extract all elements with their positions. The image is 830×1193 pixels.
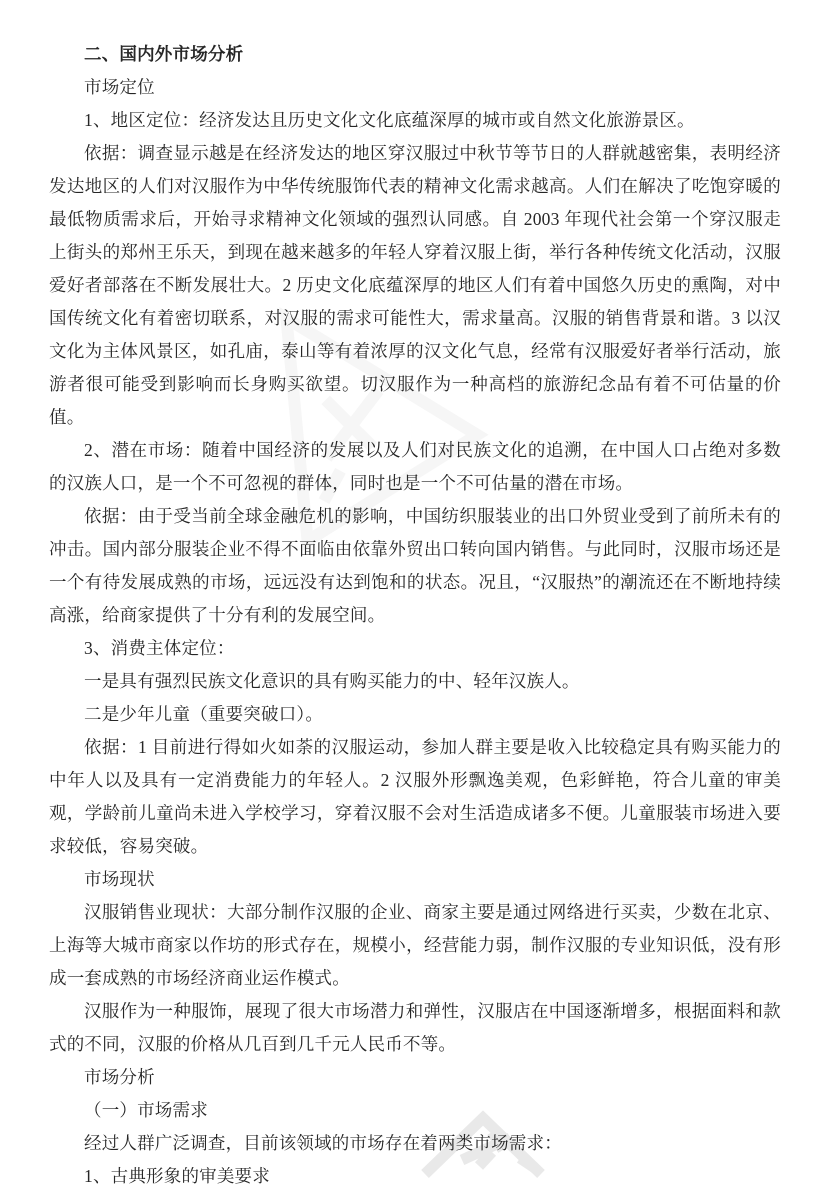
paragraph-market-potential: 汉服作为一种服饰，展现了很大市场潜力和弹性，汉服店在中国逐渐增多，根据面料和款式的不同，汉服的价格从几百到几千元人民币不等。 xyxy=(49,1001,781,1054)
paragraph-consumer-positioning: 3、消费主体定位： xyxy=(84,638,235,658)
paragraph-market-positioning-title: 市场定位 xyxy=(84,77,155,97)
paragraph-potential-basis: 依据：由于受当前全球金融危机的影响，中国纺织服装业的出口外贸业受到了前所未有的冲击。国内部分服装企业不得不面临由依靠外贸出口转向国内销售。与此同时，汉服市场还是一个有待发展成熟的市场，远远没有达到饱和的状态。况且，“汉服热”的潮流还在不断地持续高涨，给商家提供了十分有利的发展空间。 xyxy=(49,506,781,625)
paragraph-sales-status: 汉服销售业现状：大部分制作汉服的企业、商家主要是通过网络进行买卖，少数在北京、上海等大城市商家以作坊的形式存在，规模小，经营能力弱，制作汉服的专业知识低，没有形成一套成熟的市场经济商业运作模式。 xyxy=(49,902,781,988)
paragraph-region-basis: 依据：调查显示越是在经济发达的地区穿汉服过中秋节等节日的人群就越密集，表明经济发达地区的人们对汉服作为中华传统服饰代表的精神文化需求越高。人们在解决了吃饱穿暖的最低物质需求后，开始寻求精神文化领域的强烈认同感。自 2003 年现代社会第一个穿汉服走上街头的郑州王乐天，到现在越来越多的年轻人穿着汉服上街，举行各种传统文化活动，汉服爱好者部落在不断发展壮大。2 历史文化底蕴深厚的地区人们有着中国悠久历史的熏陶，对中国传统文化有着密切联系，对汉服的需求可能性大，需求量高。汉服的销售背景和谐。3 以汉文化为主体风景区，如孔庙，泰山等有着浓厚的汉文化气息，经常有汉服爱好者举行活动，旅游者很可能受到影响而长身购买欲望。切汉服作为一种高档的旅游纪念品有着不可估量的价值。 xyxy=(49,143,781,427)
document-body xyxy=(49,38,781,1193)
paragraph-classical-aesthetic: 1、古典形象的审美要求 xyxy=(84,1166,270,1186)
paragraph-demand-survey: 经过人群广泛调查，目前该领域的市场存在着两类市场需求： xyxy=(84,1133,562,1153)
paragraph-consumer-group-two: 二是少年儿童（重要突破口）。 xyxy=(84,704,324,724)
section-heading: 二、国内外市场分析 xyxy=(84,44,244,64)
paragraph-potential-market: 2、潜在市场：随着中国经济的发展以及人们对民族文化的追溯，在中国人口占绝对多数的汉族人口，是一个不可忽视的群体，同时也是一个不可估量的潜在市场。 xyxy=(49,440,781,493)
paragraph-region-positioning: 1、地区定位：经济发达且历史文化文化底蕴深厚的城市或自然文化旅游景区。 xyxy=(84,110,695,130)
paragraph-consumer-basis: 依据：1 目前进行得如火如荼的汉服运动，参加人群主要是收入比较稳定具有购买能力的中年人以及具有一定消费能力的年轻人。2 汉服外形飘逸美观，色彩鲜艳，符合儿童的审美观，学龄前儿童尚未进入学校学习，穿着汉服不会对生活造成诸多不便。儿童服装市场进入要求较低，容易突破。 xyxy=(49,737,781,856)
paragraph-consumer-group-one: 一是具有强烈民族文化意识的具有购买能力的中、轻年汉族人。 xyxy=(84,671,580,691)
paragraph-market-analysis-title: 市场分析 xyxy=(84,1067,155,1087)
paragraph-market-status-title: 市场现状 xyxy=(84,869,155,889)
paragraph-market-demand-title: （一）市场需求 xyxy=(84,1100,208,1120)
